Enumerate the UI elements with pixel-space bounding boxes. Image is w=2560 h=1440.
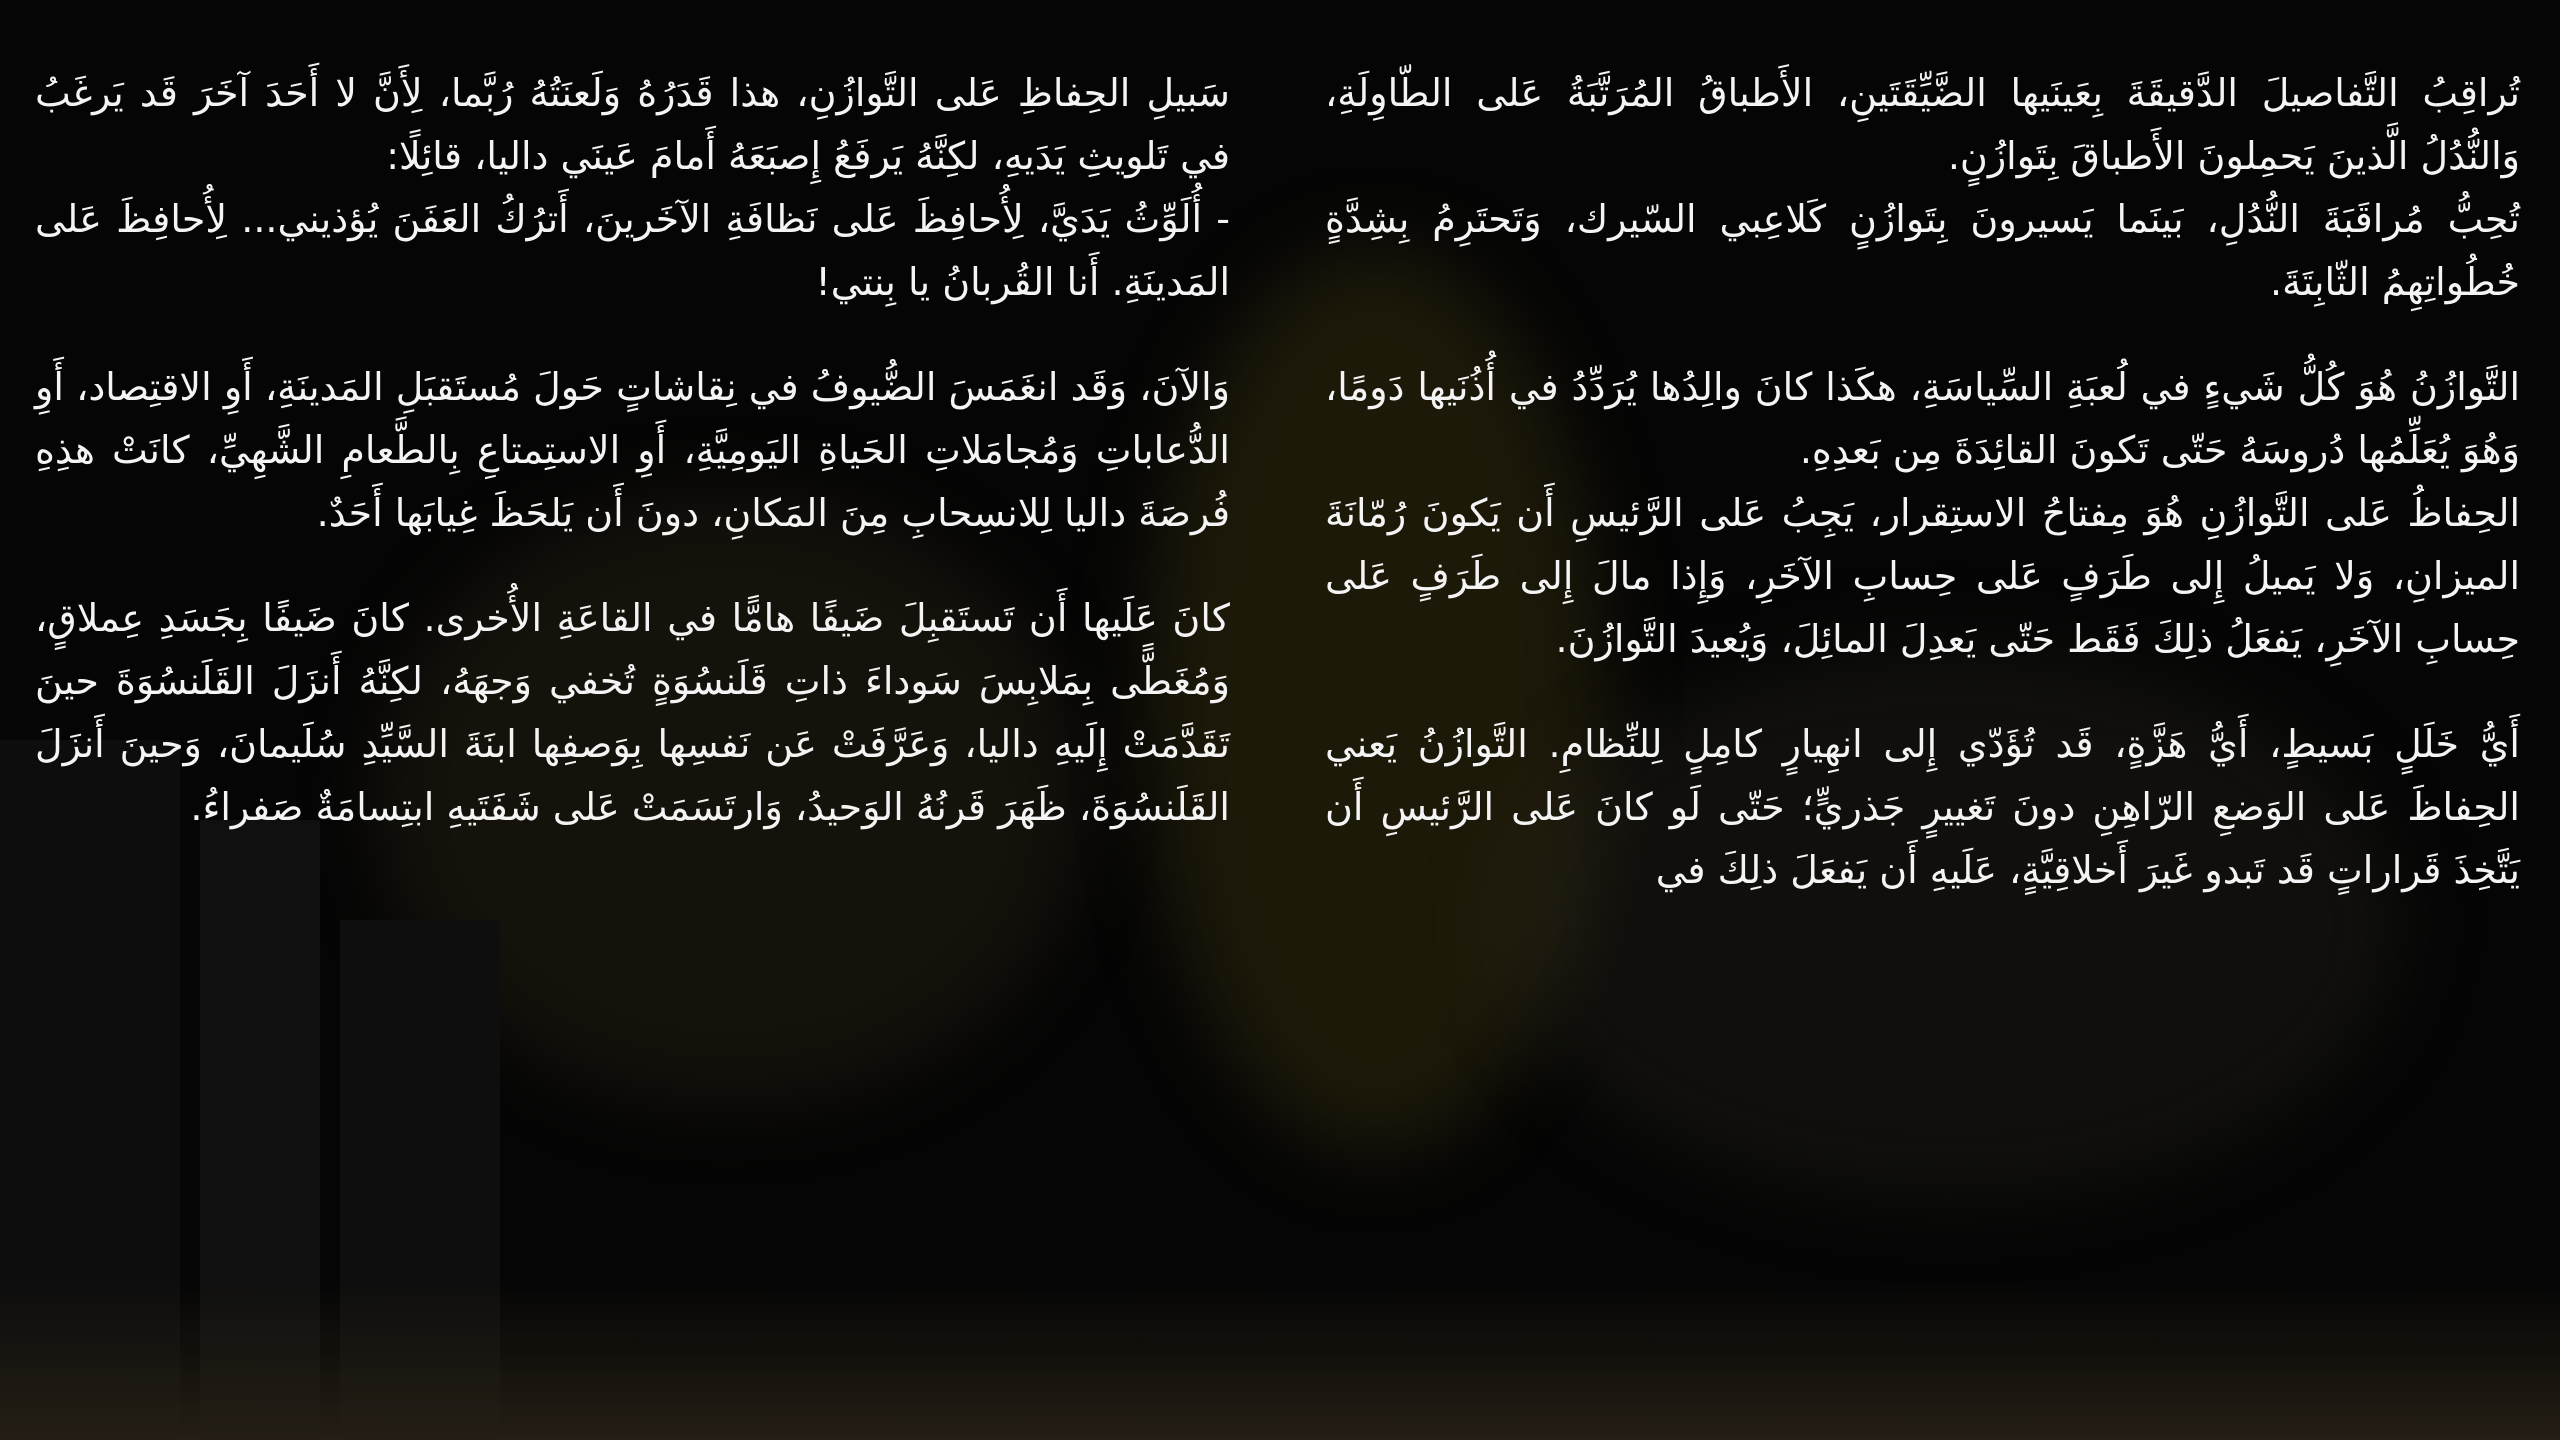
paragraph: - أُلَوِّثُ يَدَيَّ، لِأُحافِظَ عَلى نَظافَةِ الآخَرينَ، أَترُكُ العَفَنَ يُؤذيني... لِأُحافِظَ عَلى المَدينَةِ. أَنا القُربانُ يا بِنتي! — [35, 197, 1230, 304]
paragraph: سَبيلِ الحِفاظِ عَلى التَّوازُنِ، هذا قَدَرُهُ وَلَعنَتُهُ رُبَّما، لِأَنَّ لا أَحَدَ آخَرَ قَد يَرغَبُ في تَلويثِ يَدَيهِ، لكِنَّهُ يَرفَعُ إِصبَعَهُ أَمامَ عَينَي داليا، قائِلًا: — [35, 71, 1230, 178]
paragraph: وَالآنَ، وَقَد انغَمَسَ الضُّيوفُ في نِقاشاتٍ حَولَ مُستَقبَلِ المَدينَةِ، أَوِ الاقتِصاد، أَوِ الدُّعاباتِ وَمُجامَلاتِ الحَياةِ اليَومِيَّةِ، أَوِ الاستِمتاعِ بِالطَّعامِ الشَّهِيِّ، كانَتْ هذِهِ فُرصَةَ داليا لِلانسِحابِ مِنَ المَكانِ، دونَ أَن يَلحَظَ غِيابَها أَحَدٌ. — [35, 365, 1230, 535]
paragraph: كانَ عَلَيها أَن تَستَقبِلَ ضَيفًا هامًّا في القاعَةِ الأُخرى. كانَ ضَيفًا بِجَسَدِ عِملاقٍ، وَمُغَطًّى بِمَلابِسَ سَوداءَ ذاتِ قَلَنسُوَةٍ تُخفي وَجهَهُ، لكِنَّهُ أَنزَلَ القَلَنسُوَةَ حينَ تَقَدَّمَتْ إِلَيهِ داليا، وَعَرَّفَتْ عَن نَفسِها بِوَصفِها ابنَةَ السَّيِّدِ سُلَيمانَ، وَحينَ أَنزَلَ القَلَنسُوَةَ، ظَهَرَ قَرنُهُ الوَحيدُ، وَارتَسَمَتْ عَلى شَفَتَيهِ ابتِسامَةٌ صَفراءُ. — [35, 596, 1230, 829]
paragraph: تُحِبُّ مُراقَبَةَ النُّدُلِ، بَينَما يَسيرونَ بِتَوازُنٍ كَلاعِبي السّيرك، وَتَحتَرِمُ بِشِدَّةٍ خُطُواتِهِمُ الثّابِتَةَ. — [1325, 197, 2520, 304]
text-column-left — [35, 62, 1230, 839]
paragraph: أَيُّ خَلَلٍ بَسيطٍ، أَيُّ هَزَّةٍ، قَد تُؤَدّي إِلى انهِيارٍ كامِلٍ لِلنِّظامِ. التَّوازُنُ يَعني الحِفاظَ عَلى الوَضعِ الرّاهِنِ دونَ تَغييرٍ جَذريٍّ؛ حَتّى لَو كانَ عَلى الرَّئيسِ أَن يَتَّخِذَ قَراراتٍ قَد تَبدو غَيرَ أَخلاقِيَّةٍ، عَلَيهِ أَن يَفعَلَ ذلِكَ في — [1325, 722, 2520, 892]
paragraph: الحِفاظُ عَلى التَّوازُنِ هُوَ مِفتاحُ الاستِقرار، يَجِبُ عَلى الرَّئيسِ أَن يَكونَ رُمّانَةَ الميزانِ، وَلا يَميلُ إِلى طَرَفٍ عَلى حِسابِ الآخَرِ، وَإِذا مالَ إِلى طَرَفٍ عَلى حِسابِ الآخَرِ، يَفعَلُ ذلِكَ فَقَط حَتّى يَعدِلَ المائِلَ، وَيُعيدَ التَّوازُنَ. — [1325, 491, 2520, 661]
paragraph: التَّوازُنُ هُوَ كُلُّ شَيءٍ في لُعبَةِ السِّياسَةِ، هكَذا كانَ والِدُها يُرَدِّدُ في أُذُنَيها دَومًا، وَهُوَ يُعَلِّمُها دُروسَهُ حَتّى تَكونَ القائِدَةَ مِن بَعدِهِ. — [1325, 365, 2520, 472]
paragraph: تُراقِبُ التَّفاصيلَ الدَّقيقَةَ بِعَينَيها الضَّيِّقَتَينِ، الأَطباقُ المُرَتَّبَةُ عَلى الطّاوِلَةِ، وَالنُّدُلُ الَّذينَ يَحمِلونَ الأَطباقَ بِتَوازُنٍ. — [1325, 71, 2520, 178]
text-column-right — [1325, 62, 2520, 902]
